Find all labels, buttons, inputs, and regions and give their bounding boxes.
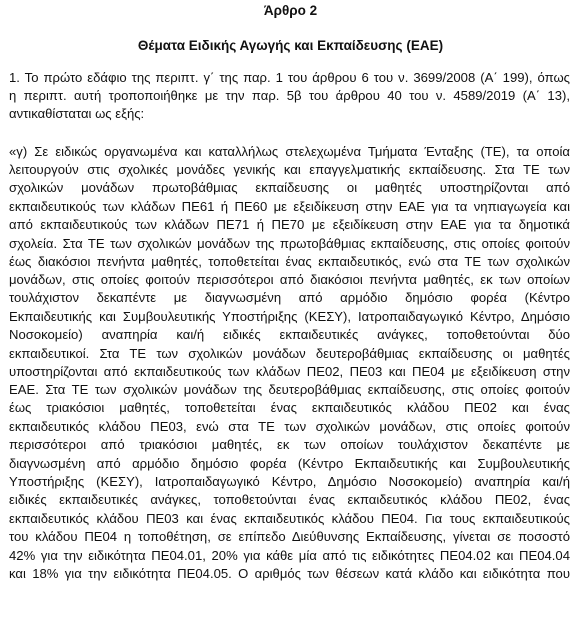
text-line: σχολεία. Στα ΤΕ των σχολικών μονάδων της πρωτοβάθμιας εκπαίδευσης, στις οποίες φοιτούν	[9, 236, 570, 251]
text-line: από εκπαιδευτικούς των κλάδων ΠΕ71 ή ΠΕ70 με εξειδίκευση στην ΕΑΕ για τα δημοτικά	[9, 217, 570, 232]
text-line: διαγνωσμένη από αρμόδιο δημόσιο φορέα (Κέντρο Εκπαιδευτικής και Συμβουλευτικής	[9, 456, 570, 471]
text-line: περισσότεροι από τριακόσιοι μαθητές, εκ των οποίων τουλάχιστον δεκαπέντε με	[9, 437, 570, 452]
text-line: μονάδων, στις οποίες φοιτούν περισσότεροι από διακόσιοι πενήντα μαθητές, εκ των οποίων	[9, 272, 570, 287]
text-line: Υποστήριξης (ΚΕΣΥ), Ιατροπαιδαγωγικό Κέντρο, Δημόσιο Νοσοκομείο) αναπηρία και/ή	[9, 474, 570, 489]
text-line: έως διακόσιοι πενήντα μαθητές, τοποθετείται ένας εκπαιδευτικός, ενώ στα ΤΕ των σχολικών	[9, 254, 570, 269]
text-line: αντικαθίσταται ως εξής:	[9, 106, 145, 121]
text-line: εκπαιδευτικούς των κλάδων ΠΕ61 ή ΠΕ60 με εξειδίκευση στην ΕΑΕ για τα νηπιαγωγεία και	[9, 199, 570, 214]
text-line: λειτουργούν στις σχολικές μονάδες γενικής και επαγγελματικής εκπαίδευσης. Στα ΤΕ των	[9, 162, 570, 177]
text-line: εκπαιδευτικός κλάδου ΠΕ03, ενώ στα ΤΕ των σχολικών μονάδων, στις οποίες φοιτούν	[9, 419, 570, 434]
text-line: έως τριακόσιοι μαθητές, τοποθετείται ένας εκπαιδευτικός κλάδου ΠΕ02 και ένας	[9, 400, 570, 415]
text-line: 1. Το πρώτο εδάφιο της περιπτ. γ΄ της παρ. 1 του άρθρου 6 του ν. 3699/2008 (Α΄ 199), όπως	[9, 70, 570, 85]
text-line: Νοσοκομείο) αναπηρία και/ή ειδικές εκπαιδευτικές ανάγκες, τοποθετούνται δύο	[9, 327, 570, 342]
text-line: 42% για την ειδικότητα ΠΕ04.01, 20% για κάθε μία από τις ειδικότητες ΠΕ04.02 και ΠΕ04.04	[9, 548, 570, 563]
text-line: υποστηρίζονται από εκπαιδευτικούς των κλάδων ΠΕ02, ΠΕ03 και ΠΕ04 με εξειδίκευση στην	[9, 364, 570, 379]
text-line: σχολικών μονάδων πρωτοβάθμιας εκπαίδευσης οι μαθητές υποστηρίζονται από	[9, 180, 570, 195]
text-line: ειδικές εκπαιδευτικές ανάγκες, τοποθετούνται ένας εκπαιδευτικός κλάδου ΠΕ02, ένας	[9, 492, 570, 507]
text-line: εκπαιδευτικός κλάδου ΠΕ03 και ένας εκπαιδευτικός κλάδου ΠΕ04. Για τους εκπαιδευτικούς	[9, 511, 570, 526]
text-line: του κλάδου ΠΕ04 η τοποθέτηση, σε επίπεδο Διεύθυνσης Εκπαίδευσης, γίνεται σε ποσοστό	[9, 529, 570, 544]
text-line: Εκπαιδευτικής και Συμβουλευτικής Υποστήριξης (ΚΕΣΥ), Ιατροπαιδαγωγικό Κέντρο, Δημόσιο	[9, 309, 570, 324]
article-subtitle: Θέματα Ειδικής Αγωγής και Εκπαίδευσης (ΕΑΕ)	[137, 38, 444, 53]
text-line: εκπαιδευτικοί. Στα ΤΕ των σχολικών μονάδων δευτεροβάθμιας εκπαίδευσης οι μαθητές	[9, 346, 570, 361]
text-line: ΕΑΕ. Στα ΤΕ των σχολικών μονάδων της δευτεροβάθμιας εκπαίδευσης, στις οποίες φοιτούν	[9, 382, 570, 397]
text-line: η περιπτ. αυτή τροποποιήθηκε με την παρ. 5β του άρθρου 40 του ν. 4589/2019 (Α΄ 13),	[9, 88, 570, 103]
text-line: «γ) Σε ειδικώς οργανωμένα και καταλλήλως στελεχωμένα Τμήματα Ένταξης (ΤΕ), τα οποία	[9, 144, 570, 159]
text-line: τουλάχιστον δεκαπέντε με διαγνωσμένη από αρμόδιο δημόσιο φορέα (Κέντρο	[9, 290, 570, 305]
text-line: και 18% για την ειδικότητα ΠΕ04.05. Ο αριθμός των θέσεων κατά κλάδο και ειδικότητα που	[9, 566, 570, 581]
article-title: Άρθρο 2	[263, 3, 318, 18]
